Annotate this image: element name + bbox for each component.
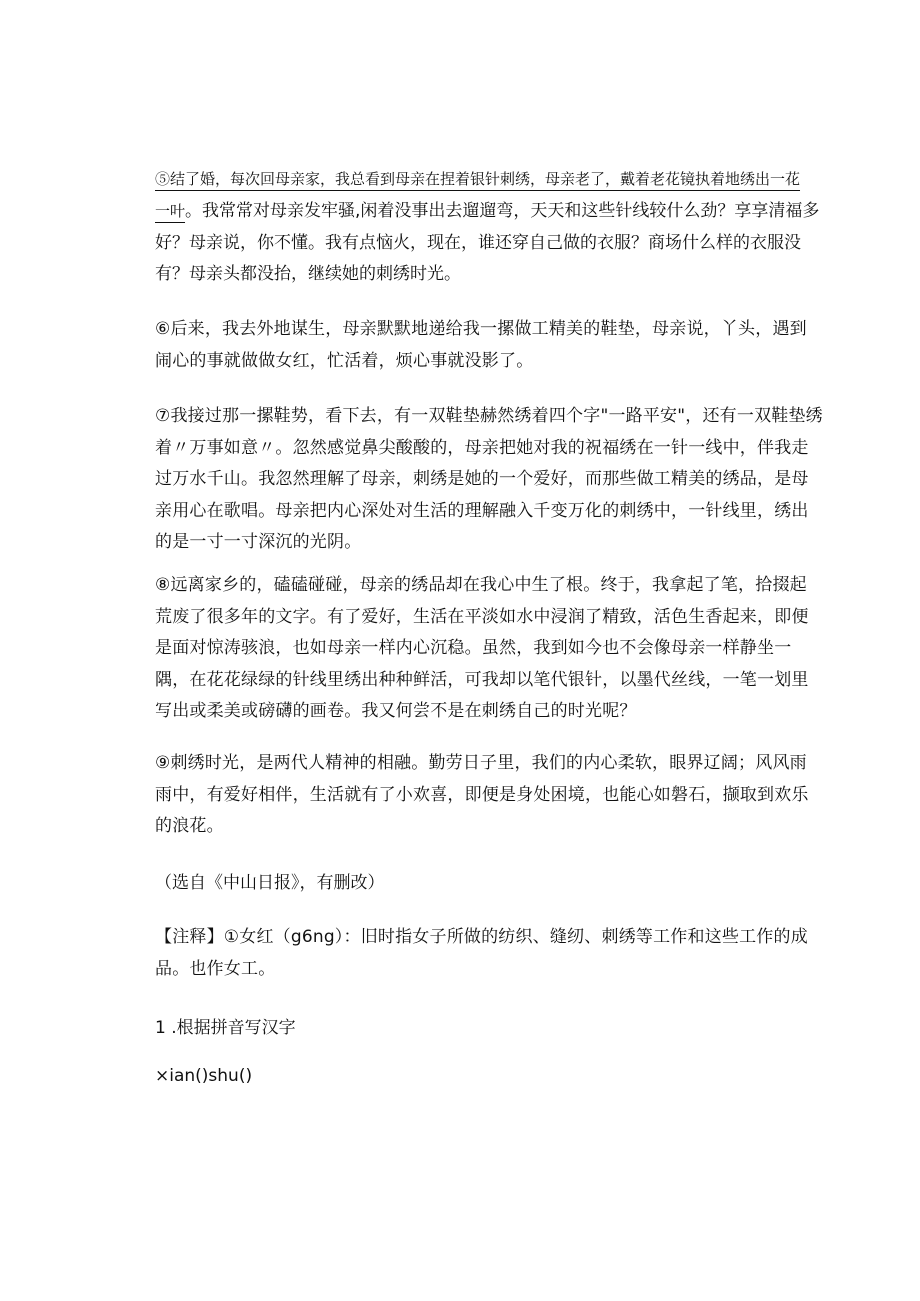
- question-1: 1 .根据拼音写汉字: [155, 1018, 296, 1038]
- paragraph-5-text: 。我常常对母亲发牢骚,闲着没事出去遛遛弯，天天和这些针线较什么劲？享享清福多好？母亲说，你不懂。我有点恼火，现在，谁还穿自己做的衣服？商场什么样的衣服没有？母亲头都没抬，继续她的刺绣时光。: [155, 201, 820, 284]
- paragraph-6: ⑥后来，我去外地谋生，母亲默默地递给我一摞做工精美的鞋垫，母亲说，丫头，遇到闹心的事就做做女红，忙活着，烦心事就没影了。: [155, 319, 807, 371]
- source-line: （选自《中山日报》，有删改）: [155, 873, 385, 893]
- paragraph-5: [155, 196, 823, 291]
- paragraph-5-line-1: ⑤结了婚，每次回母亲家，我总看到母亲在捏着银针刺绣，母亲老了，戴着老花镜执着地绣出一花: [155, 170, 801, 188]
- paragraph-7: ⑦我接过那一摞鞋势，看下去，有一双鞋垫赫然绣着四个字"一路平安"，还有一双鞋垫绣着〃万事如意〃。忽然感觉鼻尖酸酸的，母亲把她对我的祝福绣在一针一线中，伴我走过万水千山。我忽然理解了母亲，刺绣是她的一个爱好，而那些做工精美的绣品，是母亲用心在歌唱。母亲把内心深处对生活的理解融入千变万化的刺绣中，一针线里，绣出的是一寸一寸深沉的光阴。: [155, 406, 823, 552]
- paragraph-8: ⑧远离家乡的，磕磕碰碰，母亲的绣品却在我心中生了根。终于，我拿起了笔，拾掇起荒废了很多年的文字。有了爱好，生活在平淡如水中浸润了精致，活色生香起来，即便是面对惊涛骇浪，也如母亲一样内心沉稳。虽然，我到如今也不会像母亲一样静坐一隅，在花花绿绿的针线里绣出种种鲜活，可我却以笔代银针，以墨代丝线，一笔一划里写出或柔美或磅礴的画卷。我又何尝不是在刺绣自己的时光呢？: [155, 575, 809, 721]
- paragraph-9: ⑨刺绣时光，是两代人精神的相融。勤劳日子里，我们的内心柔软，眼界辽阔；风风雨雨中，有爱好相伴，生活就有了小欢喜，即便是身处困境，也能心如磐石，撷取到欢乐的浪花。: [155, 753, 809, 836]
- annotation-note: 【注释】①女红（g6ng）：旧时指女子所做的纺织、缝纫、刺绣等工作和这些工作的成品。也作女工。: [155, 927, 808, 979]
- answer-blank: ×ian()shu(): [155, 1066, 253, 1086]
- paragraph-5-underlined-text: 一叶: [155, 202, 186, 220]
